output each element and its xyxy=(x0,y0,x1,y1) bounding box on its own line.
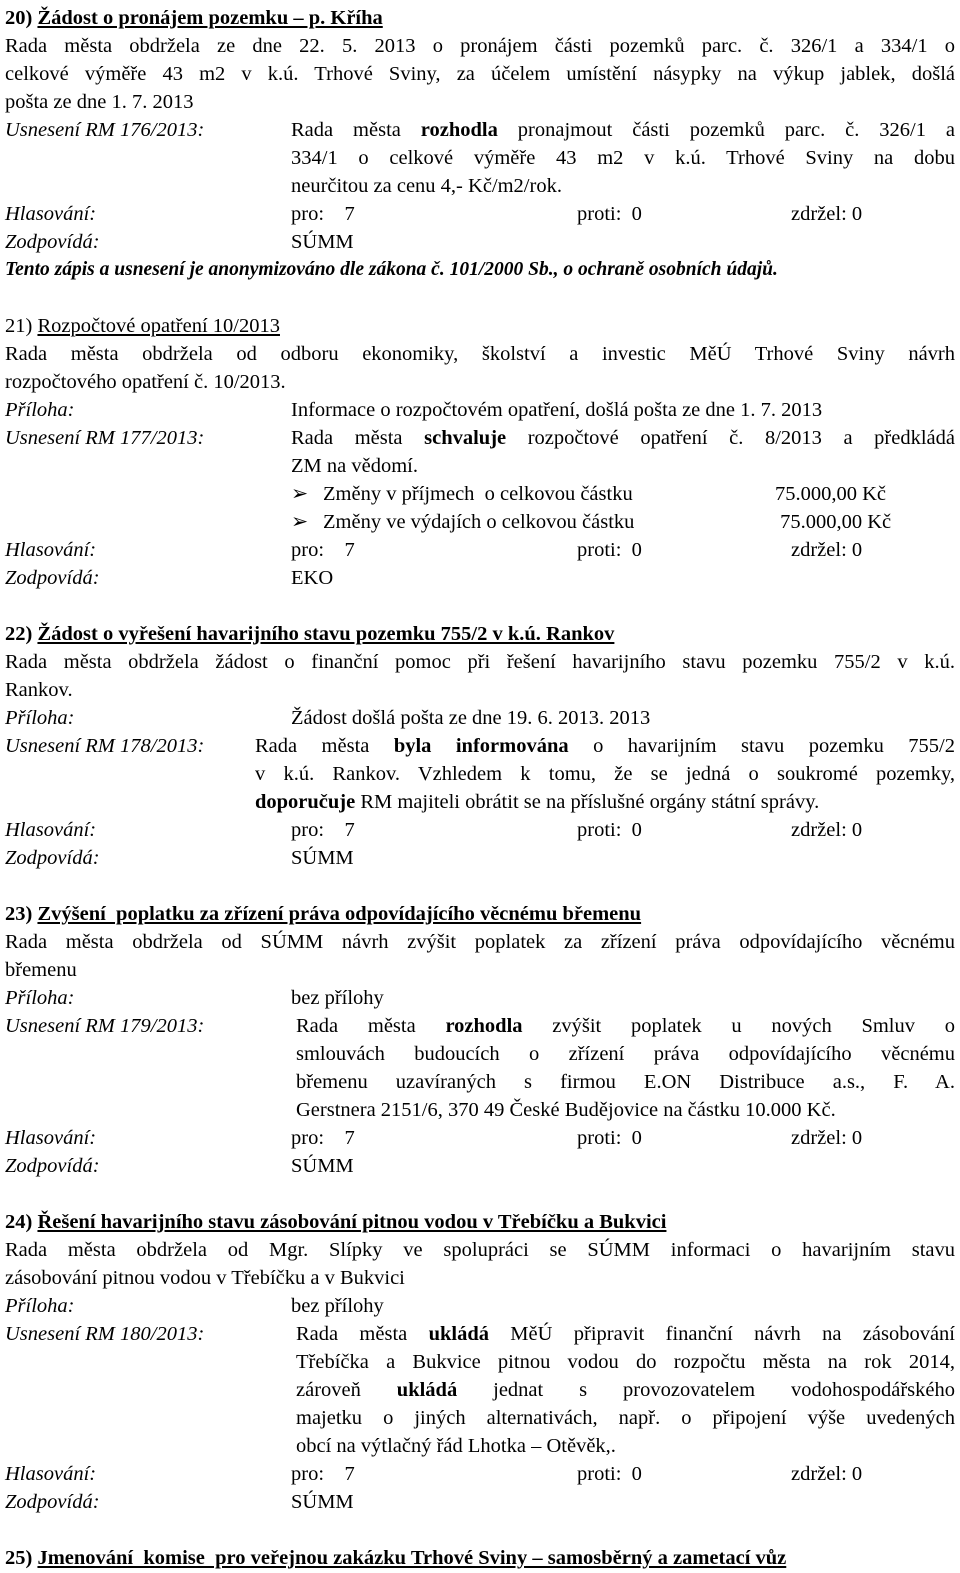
vote-for: pro: 7 xyxy=(291,819,355,841)
vote-against: proti: 0 xyxy=(577,539,642,561)
responsible-row xyxy=(5,1488,955,1516)
responsible-row xyxy=(5,844,955,872)
responsible-label: Zodpovídá: xyxy=(5,1155,100,1177)
attachment-row xyxy=(5,984,955,1012)
section-title: 20) Žádost o pronájem pozemku – p. Kříha xyxy=(5,7,383,29)
section-title: 24) Řešení havarijního stavu zásobování pitnou vodou v Třebíčku a Bukvici xyxy=(5,1211,667,1233)
vote-abstain: zdržel: 0 xyxy=(791,203,863,225)
section-24 xyxy=(5,1208,955,1516)
attachment-label: Příloha: xyxy=(5,399,75,421)
voting-row xyxy=(5,1460,955,1488)
resolution xyxy=(5,424,955,536)
resolution-label: Usnesení RM 178/2013: xyxy=(5,735,205,757)
voting-label: Hlasování: xyxy=(5,1463,97,1485)
bullet-item: ➢ Změny v příjmech o celkovou částku 75.000,00 Kč xyxy=(291,480,955,508)
attachment-label: Příloha: xyxy=(5,707,75,729)
section-title: 23) Zvýšení poplatku za zřízení práva odpovídajícího věcnému břemenu xyxy=(5,903,642,925)
responsible-row xyxy=(5,228,955,256)
voting-row xyxy=(5,816,955,844)
bullet-item: ➢ Změny ve výdajích o celkovou částku 75.000,00 Kč xyxy=(291,508,955,536)
section-25 xyxy=(5,1544,955,1572)
resolution-text: Rada města schvaluje rozpočtové opatření č. 8/2013 a předkládá ZM na vědomí. ➢ Změny v příjmech o celkovou částku 75.000,00 Kč ➢ Změny ve výdajích o celkovou částku 75.000,00 Kč xyxy=(291,424,955,536)
resolution-label: Usnesení RM 180/2013: xyxy=(5,1323,205,1345)
intro-line: Rada města obdržela od odboru ekonomiky, školství a investic MěÚ Trhové Sviny návrh xyxy=(5,343,955,365)
intro-line: Rada města obdržela žádost o finanční pomoc při řešení havarijního stavu pozemku 755/2 v k.ú. xyxy=(5,651,955,673)
resolution xyxy=(5,1012,955,1124)
vote-against: proti: 0 xyxy=(577,1127,642,1149)
resolution-label: Usnesení RM 179/2013: xyxy=(5,1015,205,1037)
voting-label: Hlasování: xyxy=(5,819,97,841)
vote-abstain: zdržel: 0 xyxy=(791,539,863,561)
voting-label: Hlasování: xyxy=(5,1127,97,1149)
attachment-row xyxy=(5,704,955,732)
section-title: 21) Rozpočtové opatření 10/2013 xyxy=(5,315,280,337)
vote-against: proti: 0 xyxy=(577,1463,642,1485)
attachment-value: Žádost došlá pošta ze dne 19. 6. 2013. 2013 xyxy=(291,707,651,729)
responsible-label: Zodpovídá: xyxy=(5,1491,100,1513)
resolution xyxy=(5,732,955,816)
attachment-value: Informace o rozpočtovém opatření, došlá pošta ze dne 1. 7. 2013 xyxy=(291,399,823,421)
intro-line: Rada města obdržela od Mgr. Slípky ve spolupráci se SÚMM informaci o havarijním stavu xyxy=(5,1239,955,1261)
intro-line: Rada města obdržela ze dne 22. 5. 2013 o pronájem části pozemků parc. č. 326/1 a 334/1 o xyxy=(5,35,955,57)
vote-abstain: zdržel: 0 xyxy=(791,819,863,841)
responsible-value: SÚMM xyxy=(291,847,354,869)
responsible-value: SÚMM xyxy=(291,1491,354,1513)
intro-line: pošta ze dne 1. 7. 2013 xyxy=(5,91,194,113)
vote-against: proti: 0 xyxy=(577,203,642,225)
intro-line: celkové výměře 43 m2 v k.ú. Trhové Sviny, za účelem umístění násypky na výkup jablek, došlá xyxy=(5,63,955,85)
attachment-label: Příloha: xyxy=(5,1295,75,1317)
voting-row xyxy=(5,536,955,564)
vote-for: pro: 7 xyxy=(291,1463,355,1485)
resolution-label: Usnesení RM 177/2013: xyxy=(5,427,205,449)
responsible-value: SÚMM xyxy=(291,231,354,253)
attachment-value: bez přílohy xyxy=(291,987,384,1009)
vote-against: proti: 0 xyxy=(577,819,642,841)
voting-label: Hlasování: xyxy=(5,539,97,561)
resolution-text: Rada města rozhodla pronajmout části pozemků parc. č. 326/1 a 334/1 o celkové výměře 43 m2 v k.ú. Trhové Sviny na dobu neurčitou za cenu 4,- Kč/m2/rok. xyxy=(291,119,955,197)
anonymization-note: Tento zápis a usnesení je anonymizováno dle zákona č. 101/2000 Sb., o ochraně osobních údajů. xyxy=(5,259,778,280)
vote-for: pro: 7 xyxy=(291,1127,355,1149)
resolution xyxy=(5,116,955,200)
resolution-text: Rada města rozhodla zvýšit poplatek u nových Smluv o smlouvách budoucích o zřízení práva odpovídajícího věcnému břemenu uzavíraných s firmou E.ON Distribuce a.s., F. A. Gerstnera 2151/6, 370 49 České Budějovice na částku 10.000 Kč. xyxy=(296,1015,955,1121)
voting-row xyxy=(5,200,955,228)
resolution-text: Rada města byla informována o havarijním stavu pozemku 755/2 v k.ú. Rankov. Vzhledem k tomu, že se jedná o soukromé pozemky, doporučuje RM majiteli obrátit se na příslušné orgány státní správy. xyxy=(255,735,955,813)
section-20 xyxy=(5,4,955,284)
document-page xyxy=(5,4,955,1572)
vote-for: pro: 7 xyxy=(291,203,355,225)
attachment-value: bez přílohy xyxy=(291,1295,384,1317)
arrow-bullet-icon: ➢ xyxy=(291,511,309,533)
intro-line: zásobování pitnou vodou v Třebíčku a v Bukvici xyxy=(5,1267,405,1289)
resolution-label: Usnesení RM 176/2013: xyxy=(5,119,205,141)
section-21 xyxy=(5,312,955,592)
arrow-bullet-icon: ➢ xyxy=(291,483,309,505)
voting-row xyxy=(5,1124,955,1152)
responsible-label: Zodpovídá: xyxy=(5,847,100,869)
intro-line: Rankov. xyxy=(5,679,73,701)
vote-abstain: zdržel: 0 xyxy=(791,1463,863,1485)
responsible-label: Zodpovídá: xyxy=(5,231,100,253)
attachment-row xyxy=(5,1292,955,1320)
responsible-row xyxy=(5,564,955,592)
responsible-value: EKO xyxy=(291,567,334,589)
intro-line: břemenu xyxy=(5,959,77,981)
intro-line: rozpočtového opatření č. 10/2013. xyxy=(5,371,286,393)
vote-for: pro: 7 xyxy=(291,539,355,561)
attachment-label: Příloha: xyxy=(5,987,75,1009)
responsible-value: SÚMM xyxy=(291,1155,354,1177)
section-title: 25) Jmenování komise pro veřejnou zakázku Trhové Sviny – samosběrný a zametací vůz xyxy=(5,1547,787,1569)
section-22 xyxy=(5,620,955,872)
attachment-row xyxy=(5,396,955,424)
responsible-label: Zodpovídá: xyxy=(5,567,100,589)
vote-abstain: zdržel: 0 xyxy=(791,1127,863,1149)
section-23 xyxy=(5,900,955,1180)
intro-line: Rada města obdržela od SÚMM návrh zvýšit poplatek za zřízení práva odpovídajícího věcnému xyxy=(5,931,955,953)
resolution-text: Rada města ukládá MěÚ připravit finanční návrh na zásobování Třebíčka a Bukvice pitnou vodou do rozpočtu města na rok 2014, zároveň ukládá jednat s provozovatelem vodohospodářského majetku o jiných alternativách, např. o připojení výše uvedených obcí na výtlačný řád Lhotka – Otěvěk,. xyxy=(296,1323,955,1457)
resolution xyxy=(5,1320,955,1460)
responsible-row xyxy=(5,1152,955,1180)
voting-label: Hlasování: xyxy=(5,203,97,225)
section-title: 22) Žádost o vyřešení havarijního stavu pozemku 755/2 v k.ú. Rankov xyxy=(5,623,615,645)
